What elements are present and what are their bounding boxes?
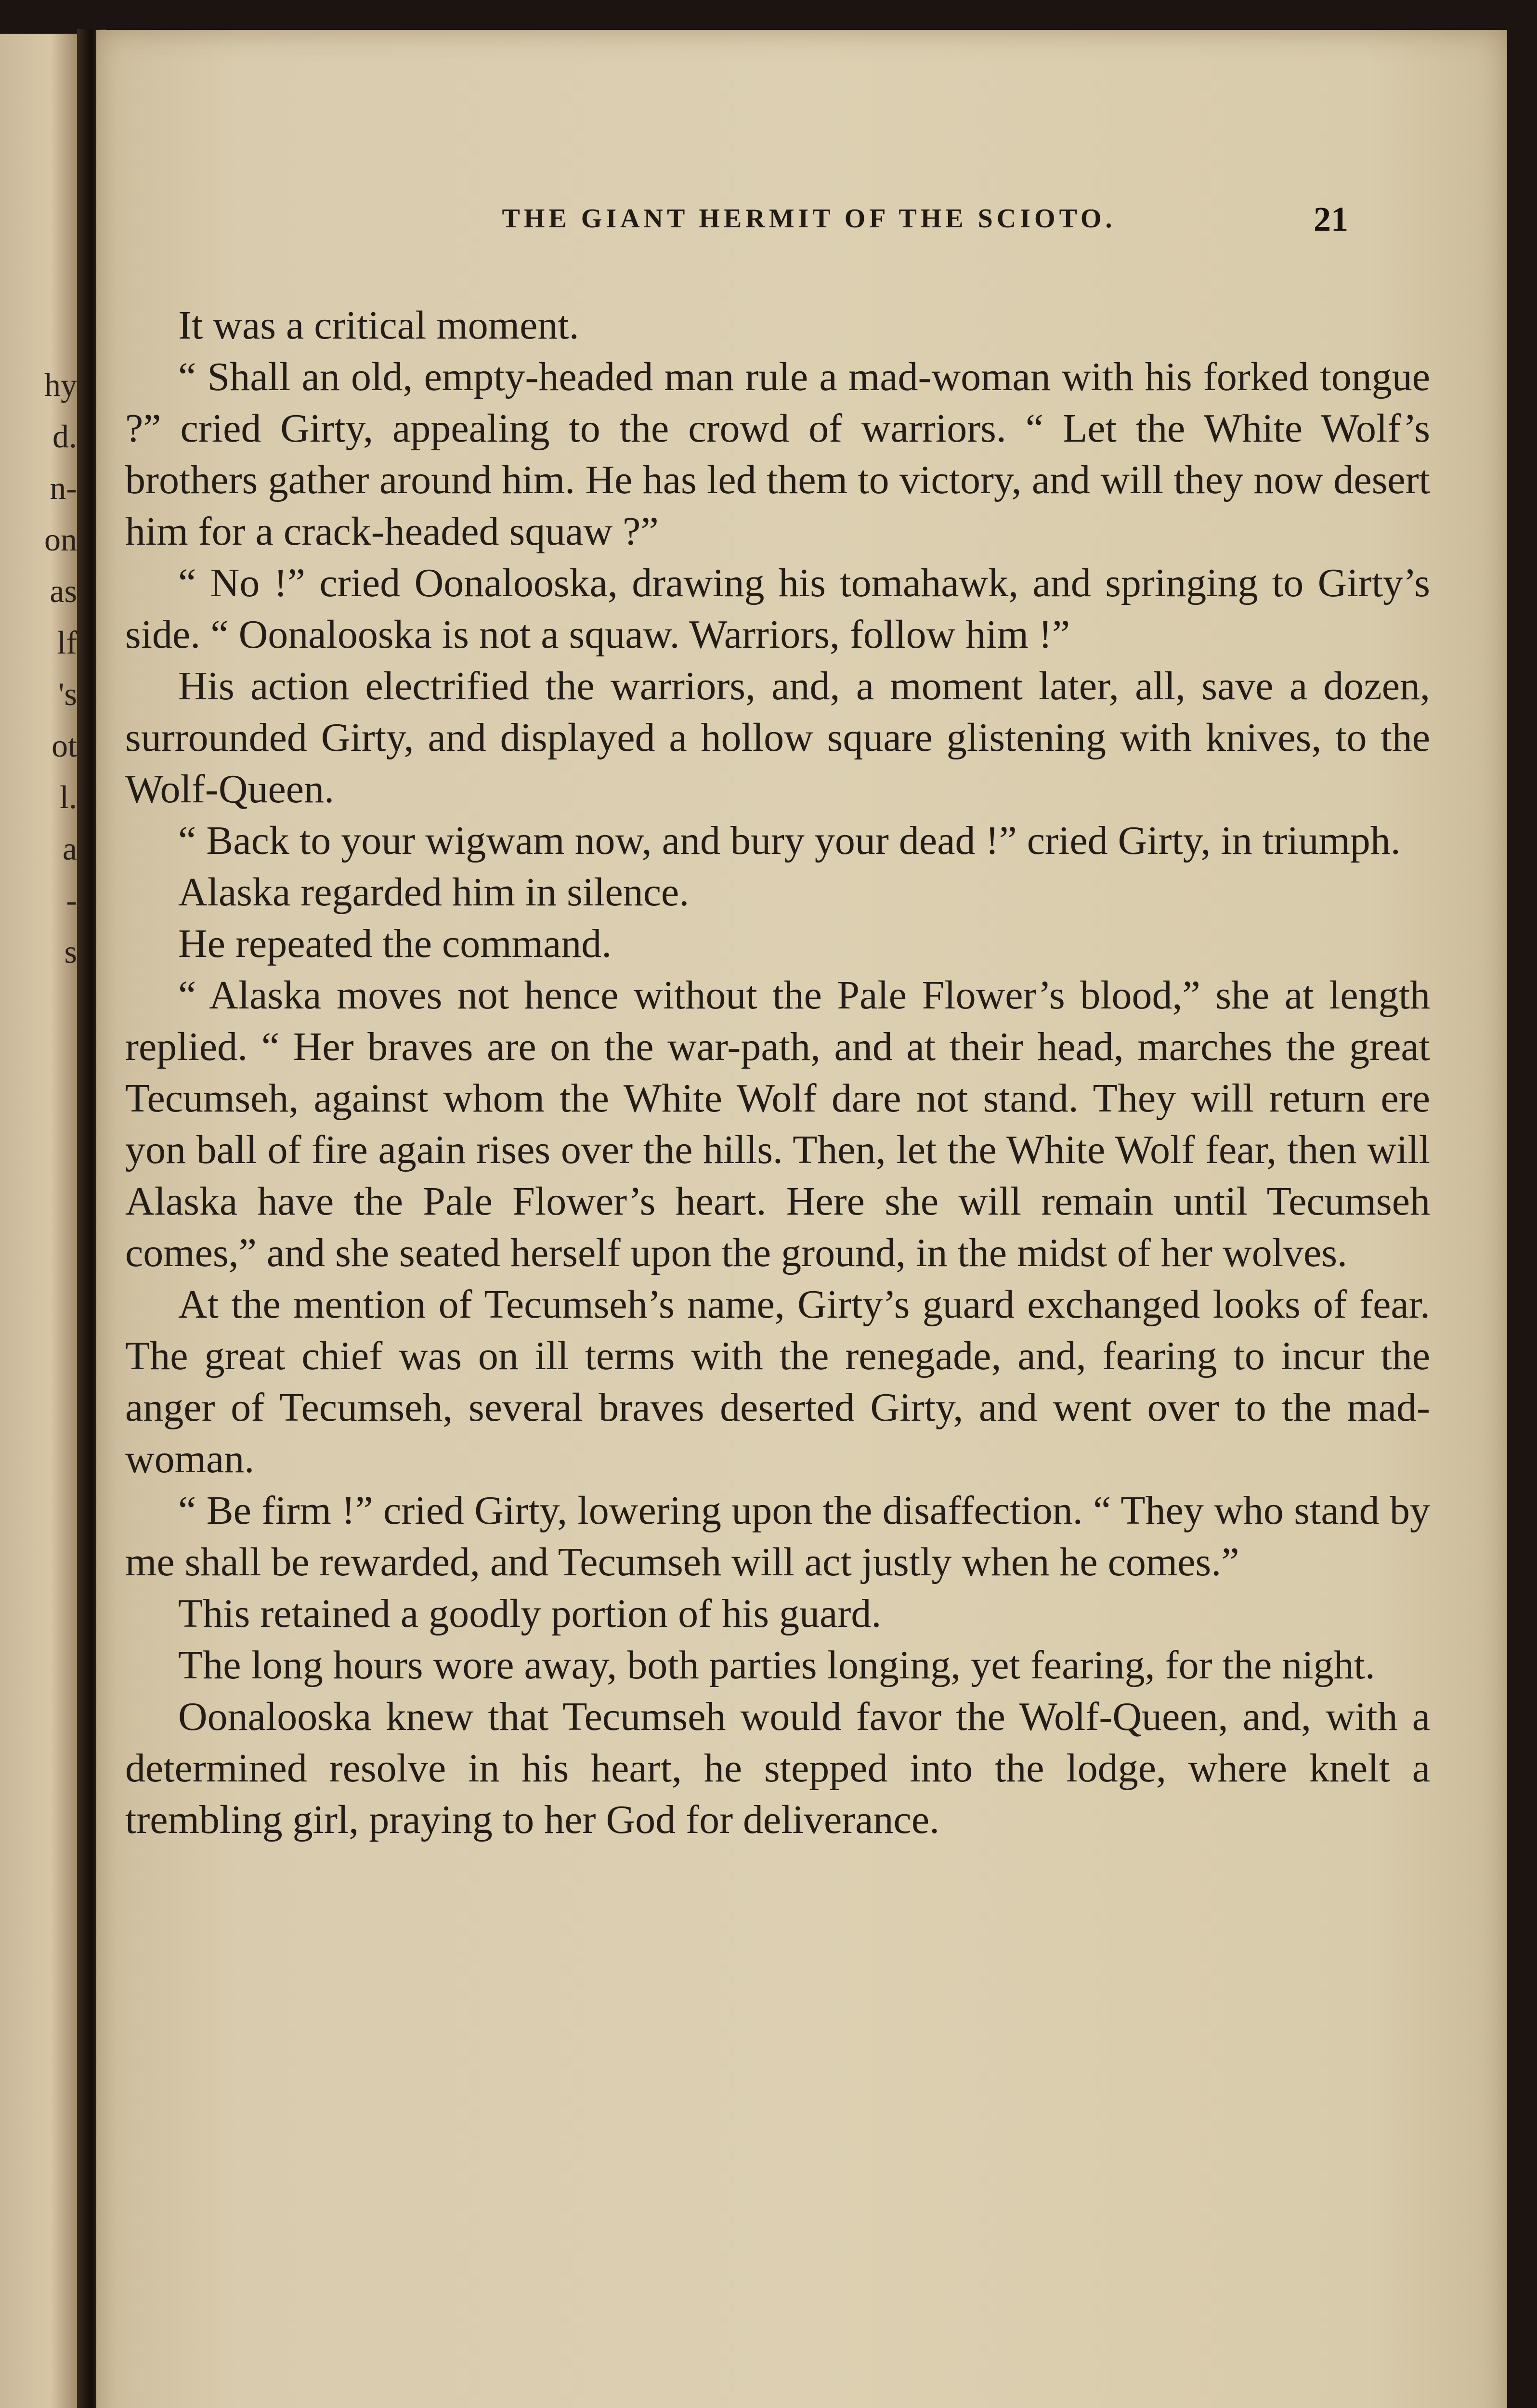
previous-page-text-fragment: n-: [50, 470, 77, 506]
previous-page-text-fragment: 's: [58, 676, 77, 712]
previous-page-text-fragment: lf: [57, 624, 77, 661]
paragraph: The long hours wore away, both parties longing, yet fearing, for the night.: [178, 1643, 1375, 1688]
paragraph: “ Back to your wigwam now, and bury your dead !” cried Girty, in triumph.: [178, 818, 1401, 863]
page-number: 21: [1314, 200, 1348, 238]
paragraph: This retained a goodly portion of his guard.: [178, 1591, 882, 1636]
previous-page-text-fragment: as: [50, 573, 77, 609]
paragraph: “ Shall an old, empty-headed man rule a mad-woman with his forked tongue ?” cried Girty, appealing to the crowd of warriors. “ Let the White Wolf’s brothers gather around him. He has led them to victory, and will they now desert him for a crack-headed squaw ?”: [125, 354, 1430, 554]
previous-page-text-fragment: a: [62, 830, 77, 867]
page-header: [96, 200, 1507, 261]
paragraph: At the mention of Tecumseh’s name, Girty’s guard exchanged looks of fear. The great chief was on ill terms with the renegade, and, fearing to incur the anger of Tecumseh, several braves deserted Girty, and went over to the mad-woman.: [125, 1282, 1430, 1481]
previous-page-text-fragment: l.: [60, 779, 77, 815]
previous-page-text-fragment: ot: [52, 727, 77, 764]
book-page: [96, 30, 1507, 2408]
paragraph: Oonalooska knew that Tecumseh would favor the Wolf-Queen, and, with a determined resolve in his heart, he stepped into the lodge, where knelt a trembling girl, praying to her God for deliverance.: [125, 1694, 1430, 1842]
body-text: [125, 300, 1430, 1845]
paragraph: “ Be firm !” cried Girty, lowering upon the disaffection. “ They who stand by me shall be rewarded, and Tecumseh will act justly when he comes.”: [125, 1488, 1430, 1584]
previous-page-text-fragment: s: [64, 933, 77, 970]
previous-page-text-fragment: -: [66, 882, 77, 918]
running-head: THE GIANT HERMIT OF THE SCIOTO.: [502, 204, 1116, 234]
previous-page-text-fragment: hy: [44, 366, 77, 403]
previous-page-text-fragment: d.: [52, 418, 77, 455]
paragraph: He repeated the command.: [178, 921, 612, 966]
paragraph: “ Alaska moves not hence without the Pale Flower’s blood,” she at length replied. “ Her braves are on the war-path, and at their head, marches the great Tecumseh, against whom the White Wolf dare not stand. They will return ere yon ball of fire again rises over the hills. Then, let the White Wolf fear, then will Alaska have the Pale Flower’s heart. Here she will remain until Tecumseh comes,” and she seated herself upon the ground, in the midst of her wolves.: [125, 973, 1430, 1275]
paragraph: His action electrified the warriors, and, a moment later, all, save a dozen, surrounded Girty, and displayed a hollow square glistening with knives, to the Wolf-Queen.: [125, 664, 1430, 811]
paragraph: Alaska regarded him in silence.: [178, 870, 690, 915]
previous-page-edge: [0, 34, 84, 2408]
paragraph: It was a critical moment.: [178, 303, 579, 348]
paragraph: “ No !” cried Oonalooska, drawing his tomahawk, and springing to Girty’s side. “ Oonalooska is not a squaw. Warriors, follow him !”: [125, 561, 1430, 657]
previous-page-text-fragment: on: [44, 521, 77, 558]
